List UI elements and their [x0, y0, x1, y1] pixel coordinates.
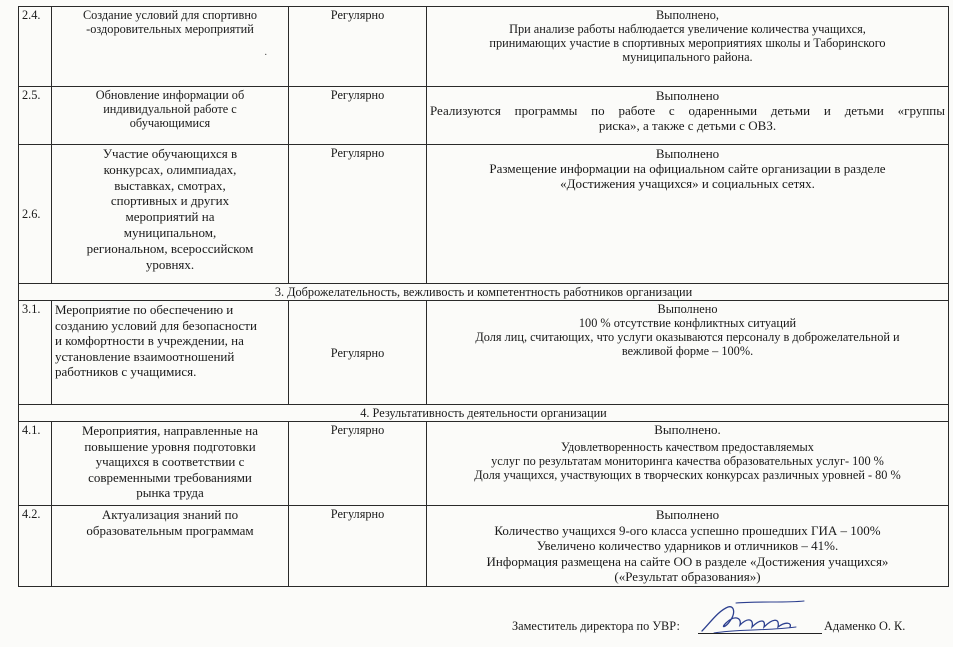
period-cell: Регулярно: [289, 87, 427, 145]
row-number: 2.6.: [19, 145, 52, 284]
stray-mark: .: [264, 47, 267, 58]
row-number: 3.1.: [19, 301, 52, 405]
period-cell: Регулярно: [289, 301, 427, 405]
result-cell: Выполнено Размещение информации на официальном сайте организации в разделе «Достижения учащихся» и социальных сетях.: [427, 145, 949, 284]
report-table: [18, 6, 949, 587]
period-cell: Регулярно: [289, 145, 427, 284]
period-cell: Регулярно: [289, 506, 427, 587]
signer-name: Адаменко О. К.: [824, 619, 906, 633]
table-row: [19, 506, 949, 587]
table-row: [19, 145, 949, 284]
event-cell: Создание условий для спортивно -оздоровительных мероприятий .: [52, 7, 289, 87]
result-cell: Выполнено. Удовлетворенность качеством предоставляемых услуг по результатам мониторинга качества образовательных услуг- 100 % Доля учащихся, участвующих в творческих конкурсах различных уровней - 80 %: [427, 422, 949, 506]
table-row: [19, 7, 949, 87]
table-row: [19, 87, 949, 145]
result-cell: Выполнено 100 % отсутствие конфликтных ситуаций Доля лиц, считающих, что услуги оказываются персоналу в доброжелательной и вежливой форме – 100%.: [427, 301, 949, 405]
handwritten-signature: [696, 597, 826, 637]
signature-line: [698, 633, 822, 634]
row-number: 2.5.: [19, 87, 52, 145]
signer-title: Заместитель директора по УВР:: [512, 619, 680, 633]
row-number: 4.1.: [19, 422, 52, 506]
section-header-row: [19, 284, 949, 301]
event-cell: Участие обучающихся в конкурсах, олимпиадах, выставках, смотрах, спортивных и других мероприятий на муниципальном, региональном, всероссийском уровнях.: [52, 145, 289, 284]
result-cell: Выполнено Количество учащихся 9-ого класса успешно прошедших ГИА – 100% Увеличено количество ударников и отличников – 41%. Информация размещена на сайте ОО в разделе «Достижения учащихся» («Результат образования»): [427, 506, 949, 587]
period-cell: Регулярно: [289, 7, 427, 87]
section-title: 3. Доброжелательность, вежливость и компетентность работников организации: [19, 284, 949, 301]
period-cell: Регулярно: [289, 422, 427, 506]
result-cell: Выполнено, При анализе работы наблюдается увеличение количества учащихся, принимающих участие в спортивных мероприятиях школы и Таборинского муниципального района.: [427, 7, 949, 87]
section-header-row: [19, 405, 949, 422]
section-title: 4. Результативность деятельности организации: [19, 405, 949, 422]
row-number: 4.2.: [19, 506, 52, 587]
table-row: [19, 422, 949, 506]
event-cell: Обновление информации об индивидуальной работе с обучающимися: [52, 87, 289, 145]
event-cell: Мероприятия, направленные на повышение уровня подготовки учащихся в соответствии с современными требованиями рынка труда: [52, 422, 289, 506]
event-cell: Актуализация знаний по образовательным программам: [52, 506, 289, 587]
table-row: [19, 301, 949, 405]
row-number: 2.4.: [19, 7, 52, 87]
event-cell: Мероприятие по обеспечению и созданию условий для безопасности и комфортности в учреждении, на установление взаимоотношений работников с учащимися.: [52, 301, 289, 405]
result-cell: Выполнено Реализуются программы по работе с одаренными детьми и детьми «группы риска», а также с детьми с ОВЗ.: [427, 87, 949, 145]
